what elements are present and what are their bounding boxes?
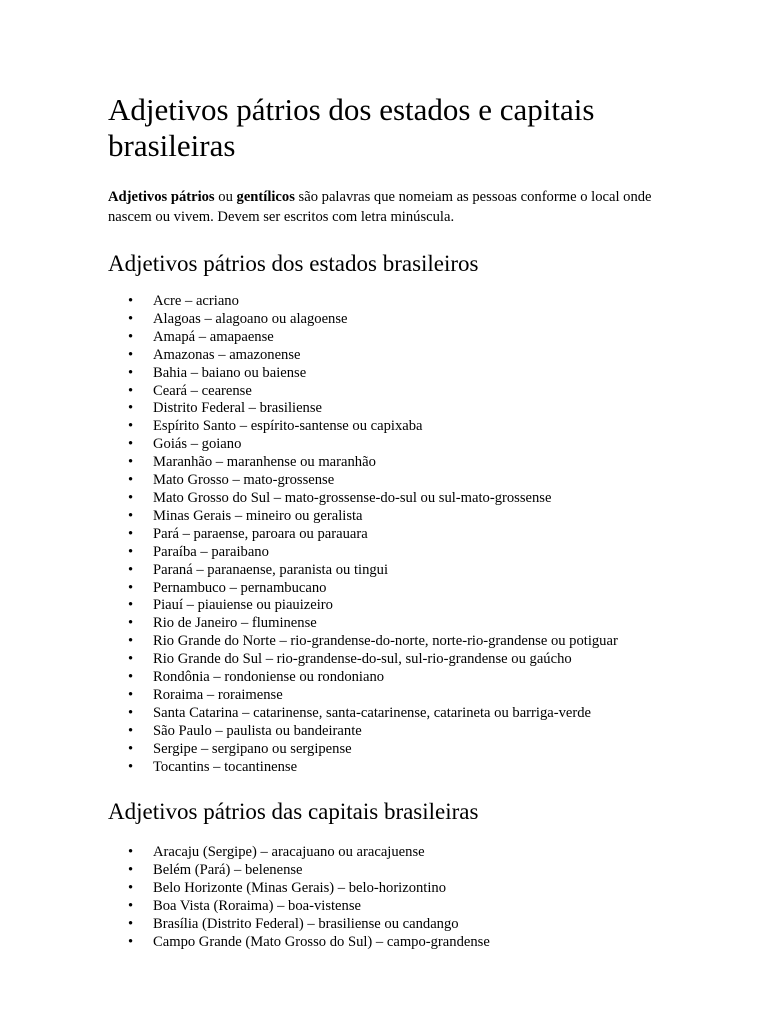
- intro-term-adjetivos-patrios: Adjetivos pátrios: [108, 189, 215, 205]
- state-list-item: • Pernambuco – pernambucano: [108, 580, 668, 598]
- capitals-section-heading: Adjetivos pátrios das capitais brasileiras: [108, 799, 479, 825]
- page-title: Adjetivos pátrios dos estados e capitais brasileiras: [108, 92, 595, 163]
- state-list-item: • Tocantins – tocantinense: [108, 759, 668, 777]
- state-list-item: • Rondônia – rondoniense ou rondoniano: [108, 669, 668, 687]
- state-list-item: • Espírito Santo – espírito-santense ou capixaba: [108, 418, 668, 436]
- intro-connector: ou: [214, 189, 237, 205]
- state-list-item: • Pará – paraense, paroara ou parauara: [108, 526, 668, 544]
- state-list-item: • Mato Grosso – mato-grossense: [108, 472, 668, 490]
- state-list-item: • Amapá – amapaense: [108, 329, 668, 347]
- state-list-item: • Acre – acriano: [108, 293, 668, 311]
- capital-list-item: • Brasília (Distrito Federal) – brasiliense ou candango: [108, 916, 668, 934]
- intro-rest: são palavras que nomeiam as pessoas conforme o local onde nascem ou vivem. Devem ser escritos com letra minúscula.: [108, 189, 652, 225]
- state-list-item: • Ceará – cearense: [108, 383, 668, 401]
- capital-list-item: • Campo Grande (Mato Grosso do Sul) – campo-grandense: [108, 934, 668, 952]
- states-list: [108, 293, 668, 776]
- state-list-item: • Rio de Janeiro – fluminense: [108, 615, 668, 633]
- state-list-item: • São Paulo – paulista ou bandeirante: [108, 723, 668, 741]
- state-list-item: • Piauí – piauiense ou piauizeiro: [108, 597, 668, 615]
- state-list-item: • Minas Gerais – mineiro ou geralista: [108, 508, 668, 526]
- states-section-heading: Adjetivos pátrios dos estados brasileiros: [108, 251, 479, 276]
- capital-list-item: • Boa Vista (Roraima) – boa-vistense: [108, 898, 668, 916]
- state-list-item: • Santa Catarina – catarinense, santa-catarinense, catarineta ou barriga-verde: [108, 705, 668, 723]
- document-page: [108, 92, 668, 952]
- capital-list-item: • Belém (Pará) – belenense: [108, 862, 668, 880]
- intro-term-gentilicos: gentílicos: [236, 189, 295, 205]
- state-list-item: • Alagoas – alagoano ou alagoense: [108, 311, 668, 329]
- state-list-item: • Paraná – paranaense, paranista ou tingui: [108, 562, 668, 580]
- state-list-item: • Distrito Federal – brasiliense: [108, 400, 668, 418]
- state-list-item: • Rio Grande do Sul – rio-grandense-do-sul, sul-rio-grandense ou gaúcho: [108, 651, 668, 669]
- state-list-item: • Sergipe – sergipano ou sergipense: [108, 741, 668, 759]
- state-list-item: • Bahia – baiano ou baiense: [108, 365, 668, 383]
- capital-list-item: • Belo Horizonte (Minas Gerais) – belo-horizontino: [108, 880, 668, 898]
- state-list-item: • Maranhão – maranhense ou maranhão: [108, 454, 668, 472]
- intro-paragraph: [108, 187, 668, 227]
- capital-list-item: • Aracaju (Sergipe) – aracajuano ou aracajuense: [108, 844, 668, 862]
- state-list-item: • Roraima – roraimense: [108, 687, 668, 705]
- state-list-item: • Mato Grosso do Sul – mato-grossense-do-sul ou sul-mato-grossense: [108, 490, 668, 508]
- state-list-item: • Amazonas – amazonense: [108, 347, 668, 365]
- state-list-item: • Goiás – goiano: [108, 436, 668, 454]
- capitals-list: [108, 844, 668, 951]
- state-list-item: • Rio Grande do Norte – rio-grandense-do-norte, norte-rio-grandense ou potiguar: [108, 633, 668, 651]
- state-list-item: • Paraíba – paraibano: [108, 544, 668, 562]
